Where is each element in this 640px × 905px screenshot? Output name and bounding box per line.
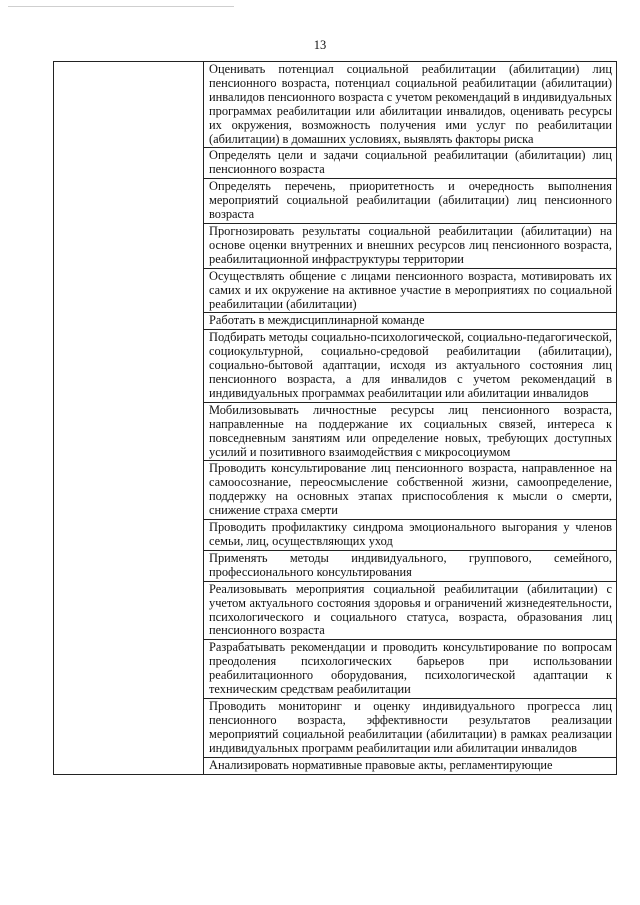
skill-text: Работать в междисциплинарной команде (204, 313, 617, 330)
page-number: 13 (313, 38, 327, 52)
skill-text: Подбирать методы социально-психологической, социально-педагогической, социокультурной, социально-средовой реабилитации (абилитации), социально-бытовой адаптации, исходя из актуального состояния лиц пенсионного возраста, а для инвалидов с учетом рекомендаций в индивидуальных программах реабилитации или абилитации инвалидов (204, 330, 617, 403)
skill-text: Проводить консультирование лиц пенсионного возраста, направленное на самоосознание, переосмысление собственной жизни, самоопределение, поддержку на основных этапах приспособления к мысли о смерти, снижение страха смерти (204, 461, 617, 520)
skill-text: Анализировать нормативные правовые акты, регламентирующие (204, 757, 617, 774)
skills-table (53, 61, 617, 775)
skill-text: Реализовывать мероприятия социальной реабилитации (абилитации) с учетом актуального состояния здоровья и ограничений жизнедеятельности, психологического и социального статуса, возраста, образования лиц пенсионного возраста (204, 581, 617, 640)
skill-text: Разрабатывать рекомендации и проводить консультирование по вопросам преодоления психологических барьеров при использовании реабилитационного оборудования, психологической адаптации к техническим средствам реабилитации (204, 640, 617, 699)
skill-text: Определять перечень, приоритетность и очередность выполнения мероприятий социальной реабилитации (абилитации) лиц пенсионного возраста (204, 179, 617, 224)
table-row (54, 62, 617, 148)
skill-text: Определять цели и задачи социальной реабилитации (абилитации) лиц пенсионного возраста (204, 148, 617, 179)
top-edge-line (8, 6, 234, 7)
label-cell (54, 62, 204, 775)
skill-text: Оценивать потенциал социальной реабилитации (абилитации) лиц пенсионного возраста, потенциал социальной реабилитации (абилитации) инвалидов пенсионного возраста с учетом рекомендаций в индивидуальных программах реабилитации или абилитации инвалидов, оценивать ресурсы их окружения, возможность получения ими услуг по реабилитации (абилитации) в домашних условиях, выявлять факторы риска (204, 62, 617, 148)
skill-text: Мобилизовывать личностные ресурсы лиц пенсионного возраста, направленные на поддержание их социальных связей, интереса к повседневным занятиям или определение новых, требующих доступных усилий и позитивного взаимодействия с микросоциумом (204, 402, 617, 461)
skill-text: Применять методы индивидуального, группового, семейного, профессионального консультирования (204, 550, 617, 581)
skill-text: Осуществлять общение с лицами пенсионного возраста, мотивировать их самих и их окружение на активное участие в мероприятиях по социальной реабилитации (абилитации) (204, 268, 617, 313)
skill-text: Прогнозировать результаты социальной реабилитации (абилитации) на основе оценки внутренних и внешних ресурсов лиц пенсионного возраста, реабилитационной инфраструктуры территории (204, 223, 617, 268)
skill-text: Проводить мониторинг и оценку индивидуального прогресса лиц пенсионного возраста, эффективности результатов реализации мероприятий социальной реабилитации (абилитации) в рамках реализации индивидуальных программ реабилитации или абилитации инвалидов (204, 698, 617, 757)
skill-text: Проводить профилактику синдрома эмоционального выгорания у членов семьи, лиц, осуществляющих уход (204, 520, 617, 551)
